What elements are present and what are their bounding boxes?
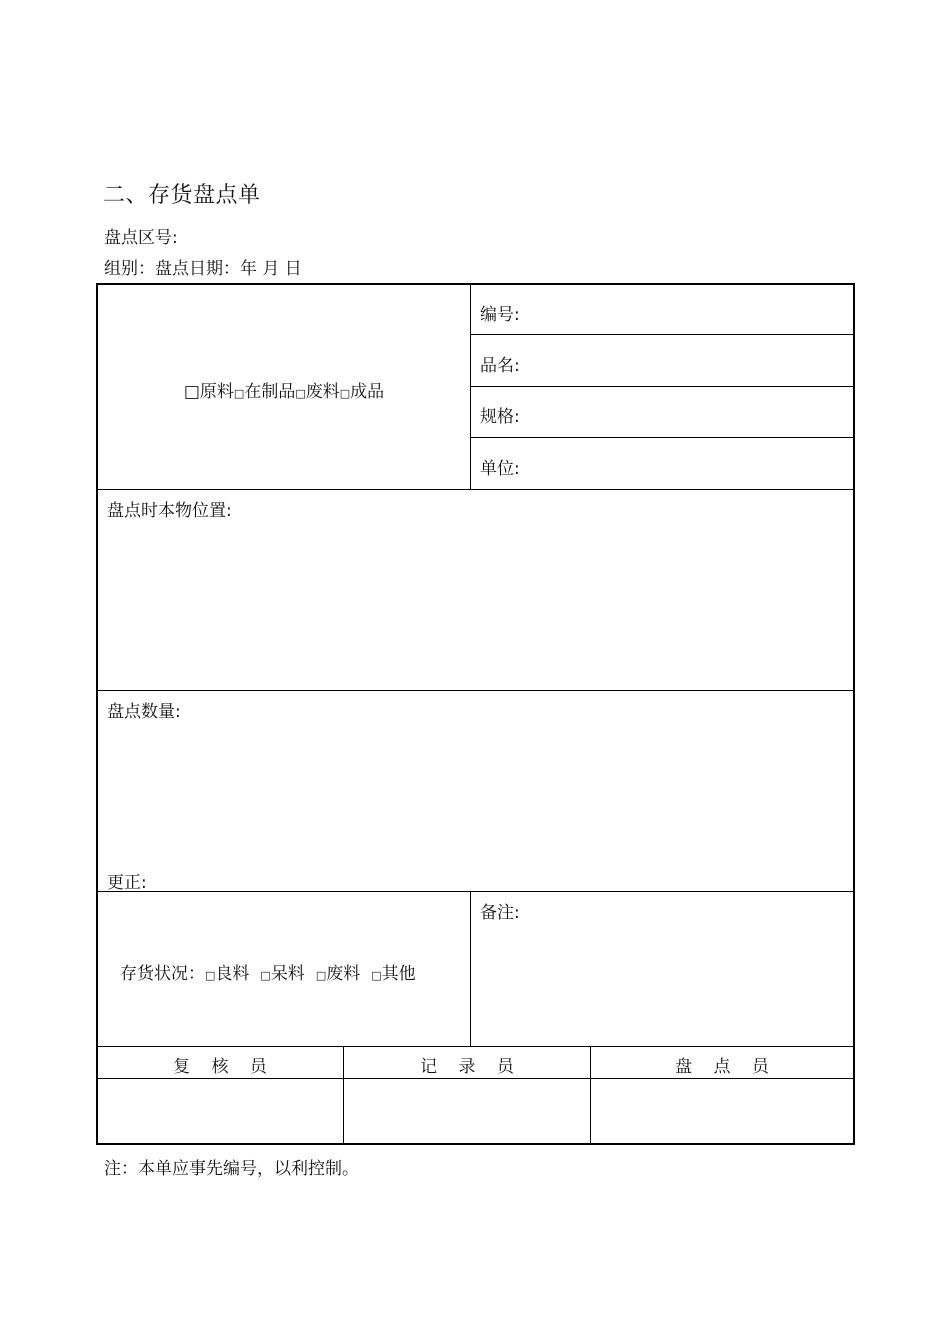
item-number-field[interactable]: 编号:	[480, 305, 520, 325]
checkbox-label: 废料	[305, 382, 340, 402]
zone-number-label: 盘点区号:	[104, 228, 178, 248]
checkbox-label: 成品	[350, 382, 385, 402]
checkbox-icon: □	[183, 382, 200, 402]
divider	[98, 891, 855, 892]
good-checkbox[interactable]	[205, 964, 249, 984]
checkbox-icon: □	[295, 387, 306, 400]
divider	[98, 1046, 855, 1047]
correction-field[interactable]: 更正:	[107, 873, 147, 893]
checkbox-icon: □	[315, 969, 327, 982]
location-field[interactable]: 盘点时本物位置:	[107, 501, 232, 521]
condition-label: 存货状况：	[120, 964, 205, 984]
item-spec-field[interactable]: 规格:	[480, 407, 520, 427]
checkbox-label: 其他	[381, 964, 416, 984]
divider	[470, 386, 855, 387]
finished-goods-checkbox[interactable]	[340, 382, 384, 402]
group-date-label: 组别：盘点日期：年 月 日	[104, 259, 302, 279]
checkbox-label: 在制品	[244, 382, 296, 402]
scrap-checkbox[interactable]	[295, 382, 339, 402]
divider	[470, 334, 855, 335]
footnote: 注：本单应事先编号，以利控制。	[104, 1159, 359, 1179]
wip-checkbox[interactable]	[234, 382, 295, 402]
counter-header: 盘 点 员	[675, 1057, 777, 1077]
category-checkbox-group	[184, 377, 384, 402]
other-checkbox[interactable]	[371, 964, 415, 984]
quantity-field[interactable]: 盘点数量:	[107, 702, 181, 722]
idle-checkbox[interactable]	[260, 964, 304, 984]
page-title: 二、存货盘点单	[103, 183, 261, 208]
checkbox-label: 原料	[199, 382, 234, 402]
item-unit-field[interactable]: 单位:	[480, 459, 520, 479]
checkbox-icon: □	[371, 969, 382, 982]
checkbox-icon: □	[339, 387, 351, 400]
raw-material-checkbox[interactable]	[184, 382, 234, 402]
condition-checkbox-group	[120, 959, 416, 984]
divider	[470, 437, 855, 438]
checkbox-label: 良料	[215, 964, 250, 984]
checkbox-icon: □	[205, 969, 216, 982]
item-name-field[interactable]: 品名:	[480, 356, 520, 376]
divider	[98, 489, 855, 490]
recorder-header: 记 录 员	[420, 1057, 522, 1077]
checkbox-icon: □	[260, 969, 271, 982]
checkbox-label: 废料	[326, 964, 361, 984]
checkbox-icon: □	[233, 387, 245, 400]
counter-signature-cell[interactable]	[591, 1079, 855, 1143]
reviewer-header: 复 核 员	[173, 1057, 275, 1077]
scrap-condition-checkbox[interactable]	[316, 964, 360, 984]
divider	[470, 891, 471, 1046]
divider	[470, 285, 471, 489]
divider	[98, 690, 855, 691]
inventory-count-form	[96, 283, 855, 1145]
recorder-signature-cell[interactable]	[344, 1079, 590, 1143]
reviewer-signature-cell[interactable]	[98, 1079, 343, 1143]
checkbox-label: 呆料	[270, 964, 305, 984]
remarks-field[interactable]: 备注:	[480, 903, 520, 923]
